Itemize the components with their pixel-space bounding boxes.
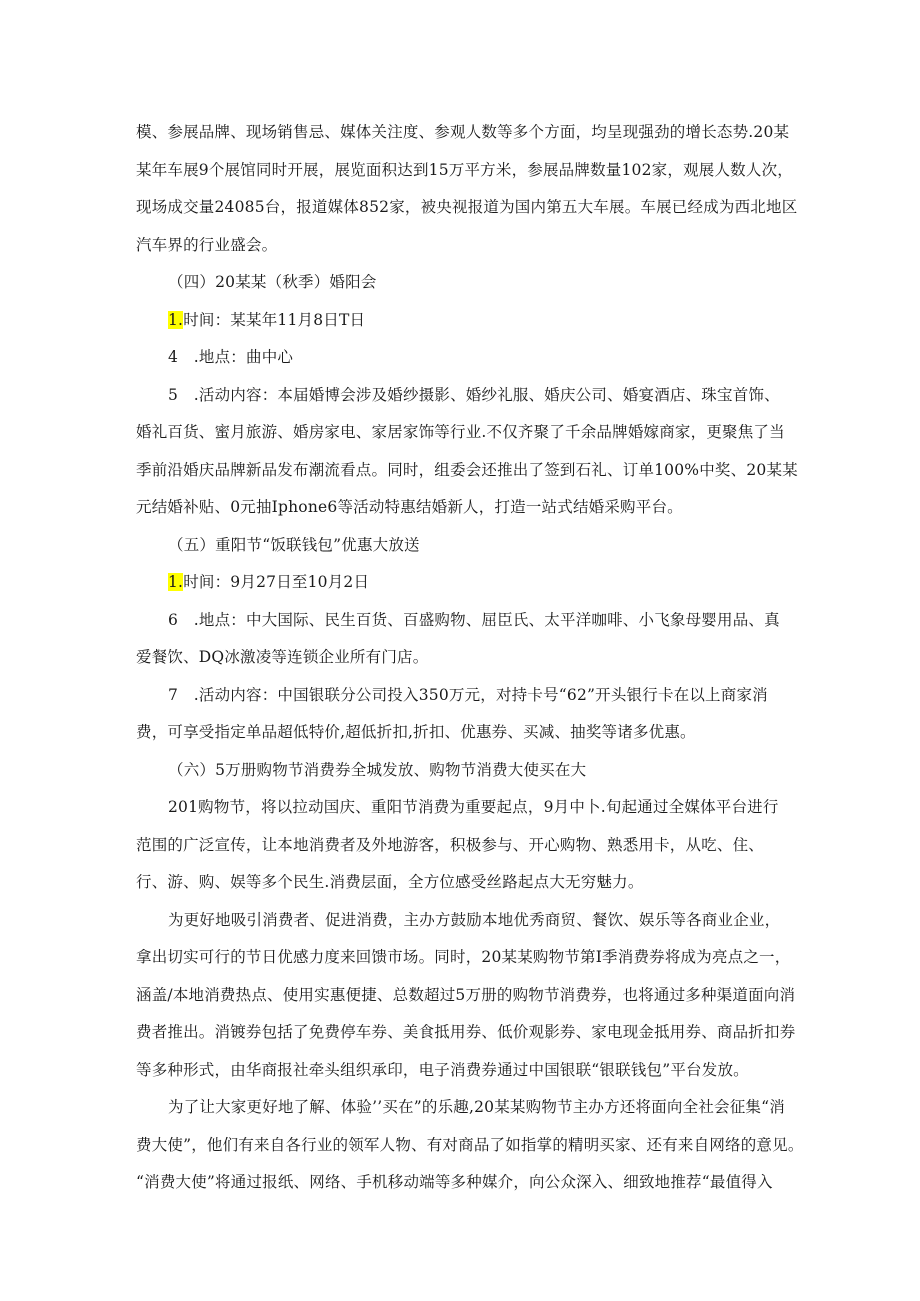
text-line: 费者推出。消镀券包括了免费停车券、美食抵用券、低价观影券、家电现金抵用券、商品折扣券: [136, 1023, 796, 1041]
text-line: 6 .地点：中大国际、民生百货、百盛购物、屈臣氏、太平洋咖啡、小飞象母婴用品、真: [168, 610, 780, 629]
text-line: 涵盖/本地消费热点、使用实惠便捷、总数超过5万册的购物节消费券，也将通过多种渠道面向消: [136, 985, 796, 1004]
text-line: “消费大使”将通过报纸、网络、手机移动端等多种媒介，向公众深入、细致地推荐“最值得入: [136, 1173, 773, 1191]
document-body: [136, 114, 804, 1202]
section-heading-wedding-expo: [136, 264, 796, 302]
text-line: 范围的广泛宣传，让本地消费者及外地游客，积极参与、开心购物、熟悉用卡，从吃、住、: [136, 835, 765, 854]
text-line: 等多种形式，由华商报社牵头组织承印，电子消费券通过中国银联“银联钱包”平台发放。: [136, 1060, 749, 1079]
text-line: 行、游、购、娱等多个民生.消费层面，全方位感受丝路起点大无穷魅力。: [136, 873, 644, 891]
text-line: 汽车界的行业盛会。: [136, 235, 278, 254]
section-heading-double-ninth: [136, 527, 796, 565]
highlighted-number: 1.: [168, 310, 184, 329]
text-line: 现场成交量24085台，报道媒体852家，被央视报道为国内第五大车展。车展已经成为西北地区: [136, 198, 798, 216]
list-item-wedding-time: [136, 302, 796, 340]
text-line: 元结婚补贴、0元抽Iphone6等活动特惠结婚新人，打造一站式结婚采购平台。: [136, 498, 683, 516]
highlighted-number: 1.: [168, 573, 184, 591]
list-item-double-ninth-content: [136, 677, 796, 752]
text-line: 拿出切实可行的节日优感力度来回馈市场。同时，20某某购物节第I季消费券将成为亮点之一，: [136, 948, 791, 966]
paragraph-consumer-ambassador: [136, 1089, 804, 1202]
text-line: 为了让大家更好地了解、体验’’买在”的乐趣,20某某购物节主办方还将面向全社会征集“消: [168, 1098, 785, 1116]
paragraph-auto-show-stats: [136, 114, 796, 264]
heading-line: （六）5万册购物节消费券全城发放、购物节消费大使买在大: [168, 760, 587, 779]
text-line: 5 .活动内容：本届婚博会涉及婚纱摄影、婚纱礼服、婚庆公司、婚宴酒店、珠宝首饰、: [168, 385, 780, 404]
text-line: 爱餐饮、DQ冰激凌等连锁企业所有门店。: [136, 648, 429, 666]
heading-line: （五）重阳节“饭联钱包”优惠大放送: [168, 535, 420, 554]
list-item-wedding-content: [136, 377, 796, 527]
section-heading-coupons: [136, 752, 796, 790]
text-line: 费大使”，他们有来自各行业的领军人物、有对商品了如指掌的精明买家、还有来自网络的意见。: [136, 1135, 804, 1154]
text-line: 201购物节，将以拉动国庆、重阳节消费为重要起点，9月中卜.旬起通过全媒体平台进行: [168, 798, 779, 816]
text-line: 模、参展品牌、现场销售忌、媒体关注度、参观人数等多个方面，均呈现强劲的增长态势.20某: [136, 123, 790, 141]
text-line: [168, 564, 796, 602]
text-line: 费，可享受指定单品超低特价,超低折扣,折扣、优惠券、买减、抽奖等诸多优惠。: [136, 723, 696, 741]
text-line: 为更好地吸引消费者、促进消费，主办方鼓励本地优秀商贸、餐饮、娱乐等各商业企业，: [168, 910, 781, 929]
heading-line: （四）20某某（秋季）婚阳会: [168, 273, 377, 291]
item-text: 时间：9月27日至10月2日: [183, 573, 370, 591]
text-line: [168, 302, 796, 340]
text-line: 婚礼百货、蜜月旅游、婚房家电、家居家饰等行业.不仅齐聚了千余品牌婚嫁商家，更聚焦了当: [136, 423, 785, 441]
paragraph-shopping-festival: [136, 789, 796, 902]
text-line: 4 .地点：曲中心: [168, 348, 294, 366]
list-item-double-ninth-time: [136, 564, 796, 602]
paragraph-coupon-details: [136, 902, 796, 1090]
list-item-double-ninth-location: [136, 602, 796, 677]
text-line: 7 .活动内容：中国银联分公司投入350万元，对持卡号“62”开头银行卡在以上商家消: [168, 685, 768, 704]
text-line: 季前沿婚庆品牌新品发布潮流看点。同时，组委会还推出了签到石礼、订单100%中奖、20某某: [136, 460, 798, 479]
item-text: 时间：某某年11月8日T日: [183, 310, 366, 329]
text-line: 某年车展9个展馆同时开展，展览面积达到15万平方米，参展品牌数量102家，观展人数人次，: [136, 160, 793, 179]
list-item-wedding-location: [136, 339, 796, 377]
